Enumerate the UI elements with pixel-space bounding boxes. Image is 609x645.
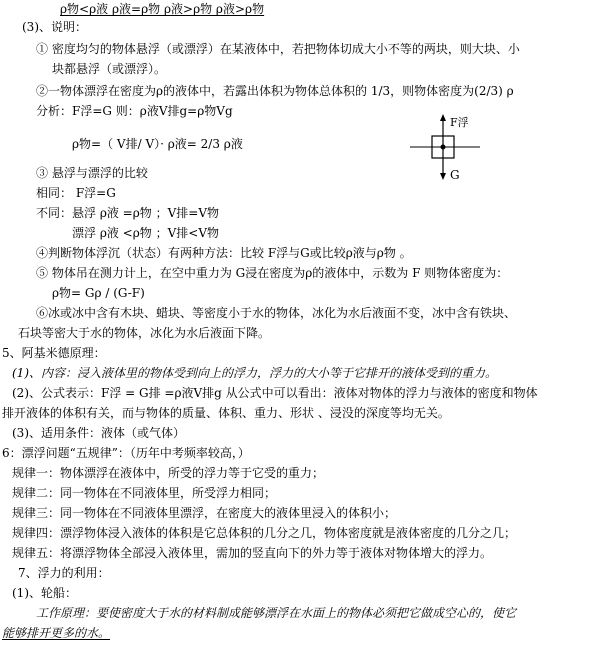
section-7-heading: 7、浮力的利用：	[18, 566, 110, 580]
note-3-heading: ③ 悬浮与漂浮的比较	[36, 166, 148, 180]
buoyancy-arrowhead	[440, 114, 446, 121]
rule-2: 规律二：同一物体在不同液体里，所受浮力相同；	[12, 486, 277, 500]
note-3-diff-float: 漂浮 ρ液 <ρ物 ；V排<V物	[72, 226, 219, 240]
note-2-analysis: 分析：F浮=G 则：ρ液V排g=ρ物Vg	[36, 104, 233, 118]
archimedes-formula-line-2: 排开液体的体积有关，而与物体的质量、体积、重力、形状 、浸没的深度等均无关。	[2, 406, 450, 420]
force-diagram	[410, 112, 480, 184]
note-2-line-1: ②一物体漂浮在密度为ρ的液体中，若露出体积为物体总体积的 1/3，则物体密度为(2/3) ρ	[36, 84, 514, 98]
gravity-label: G	[450, 168, 460, 182]
archimedes-condition: (3)、适用条件：液体（或气体）	[12, 426, 185, 440]
rule-1: 规律一：物体漂浮在液体中，所受的浮力等于它受的重力；	[12, 466, 325, 480]
note-3-diff-suspend: 不同：悬浮 ρ液 =ρ物 ；V排=V物	[36, 206, 219, 220]
gravity-arrowhead	[440, 173, 446, 180]
note-5-line-1: ⑤ 物体吊在测力计上，在空中重力为 G浸在密度为ρ的液体中，示数为 F 则物体密度为：	[36, 266, 509, 280]
rule-5: 规律五：将漂浮物体全部浸入液体里，需加的竖直向下的外力等于液体对物体增大的浮力。	[12, 546, 493, 560]
note-3-same: 相同： F浮=G	[36, 186, 116, 200]
archimedes-content: (1)、内容：浸入液体里的物体受到向上的浮力，浮力的大小等于它排开的液体受到的重力。	[12, 366, 498, 380]
rule-3: 规律三：同一物体在不同液体里漂浮，在密度大的液体里浸入的体积小；	[12, 506, 397, 520]
density-relations-line: ρ物<ρ液 ρ液=ρ物 ρ液>ρ物 ρ液>ρ物	[60, 2, 265, 16]
force-diagram-svg	[410, 112, 480, 184]
section-5-heading: 5、阿基米德原理：	[2, 346, 106, 360]
ship-principle-line-1: 工作原理：要使密度大于水的材料制成能够漂浮在水面上的物体必须把它做成空心的，使它	[36, 606, 517, 620]
note-1-line-2: 块都悬浮（或漂浮）。	[52, 62, 167, 76]
rule-4: 规律四：漂浮物体浸入液体的体积是它总体积的几分之几，物体密度就是液体密度的几分之几；	[12, 526, 517, 540]
note-6-line-2: 石块等密大于水的物体，冰化为水后液面下降。	[18, 326, 271, 340]
note-4-line: ④判断物体浮沉（状态）有两种方法：比较 F浮与G或比较ρ液与ρ物 。	[36, 246, 412, 260]
ship-heading: (1)、轮船：	[12, 586, 77, 600]
section-6-heading: 6：漂浮问题“五规律”：（历年中考频率较高，）	[2, 446, 250, 460]
note-1-line-1: ① 密度均匀的物体悬浮（或漂浮）在某液体中，若把物体切成大小不等的两块，则大块、小	[36, 42, 520, 56]
note-5-line-2: ρ物= Gρ / (G-F)	[52, 286, 145, 300]
archimedes-formula-line-1: (2)、公式表示：F浮 = G排 =ρ液V排g 从公式中可以看出：液体对物体的浮力与液体的密度和物体	[12, 386, 538, 400]
note-6-line-1: ⑥冰或冰中含有木块、蜡块、等密度小于水的物体，冰化为水后液面不变，冰中含有铁块、	[36, 306, 517, 320]
buoyancy-label: F浮	[450, 116, 469, 129]
note-2-formula: ρ物=（ V排/ V）· ρ液= 2/3 ρ液	[72, 137, 243, 151]
section-3-heading: (3)、说明：	[22, 20, 87, 34]
ship-principle-line-2: 能够排开更多的水。	[2, 626, 111, 640]
